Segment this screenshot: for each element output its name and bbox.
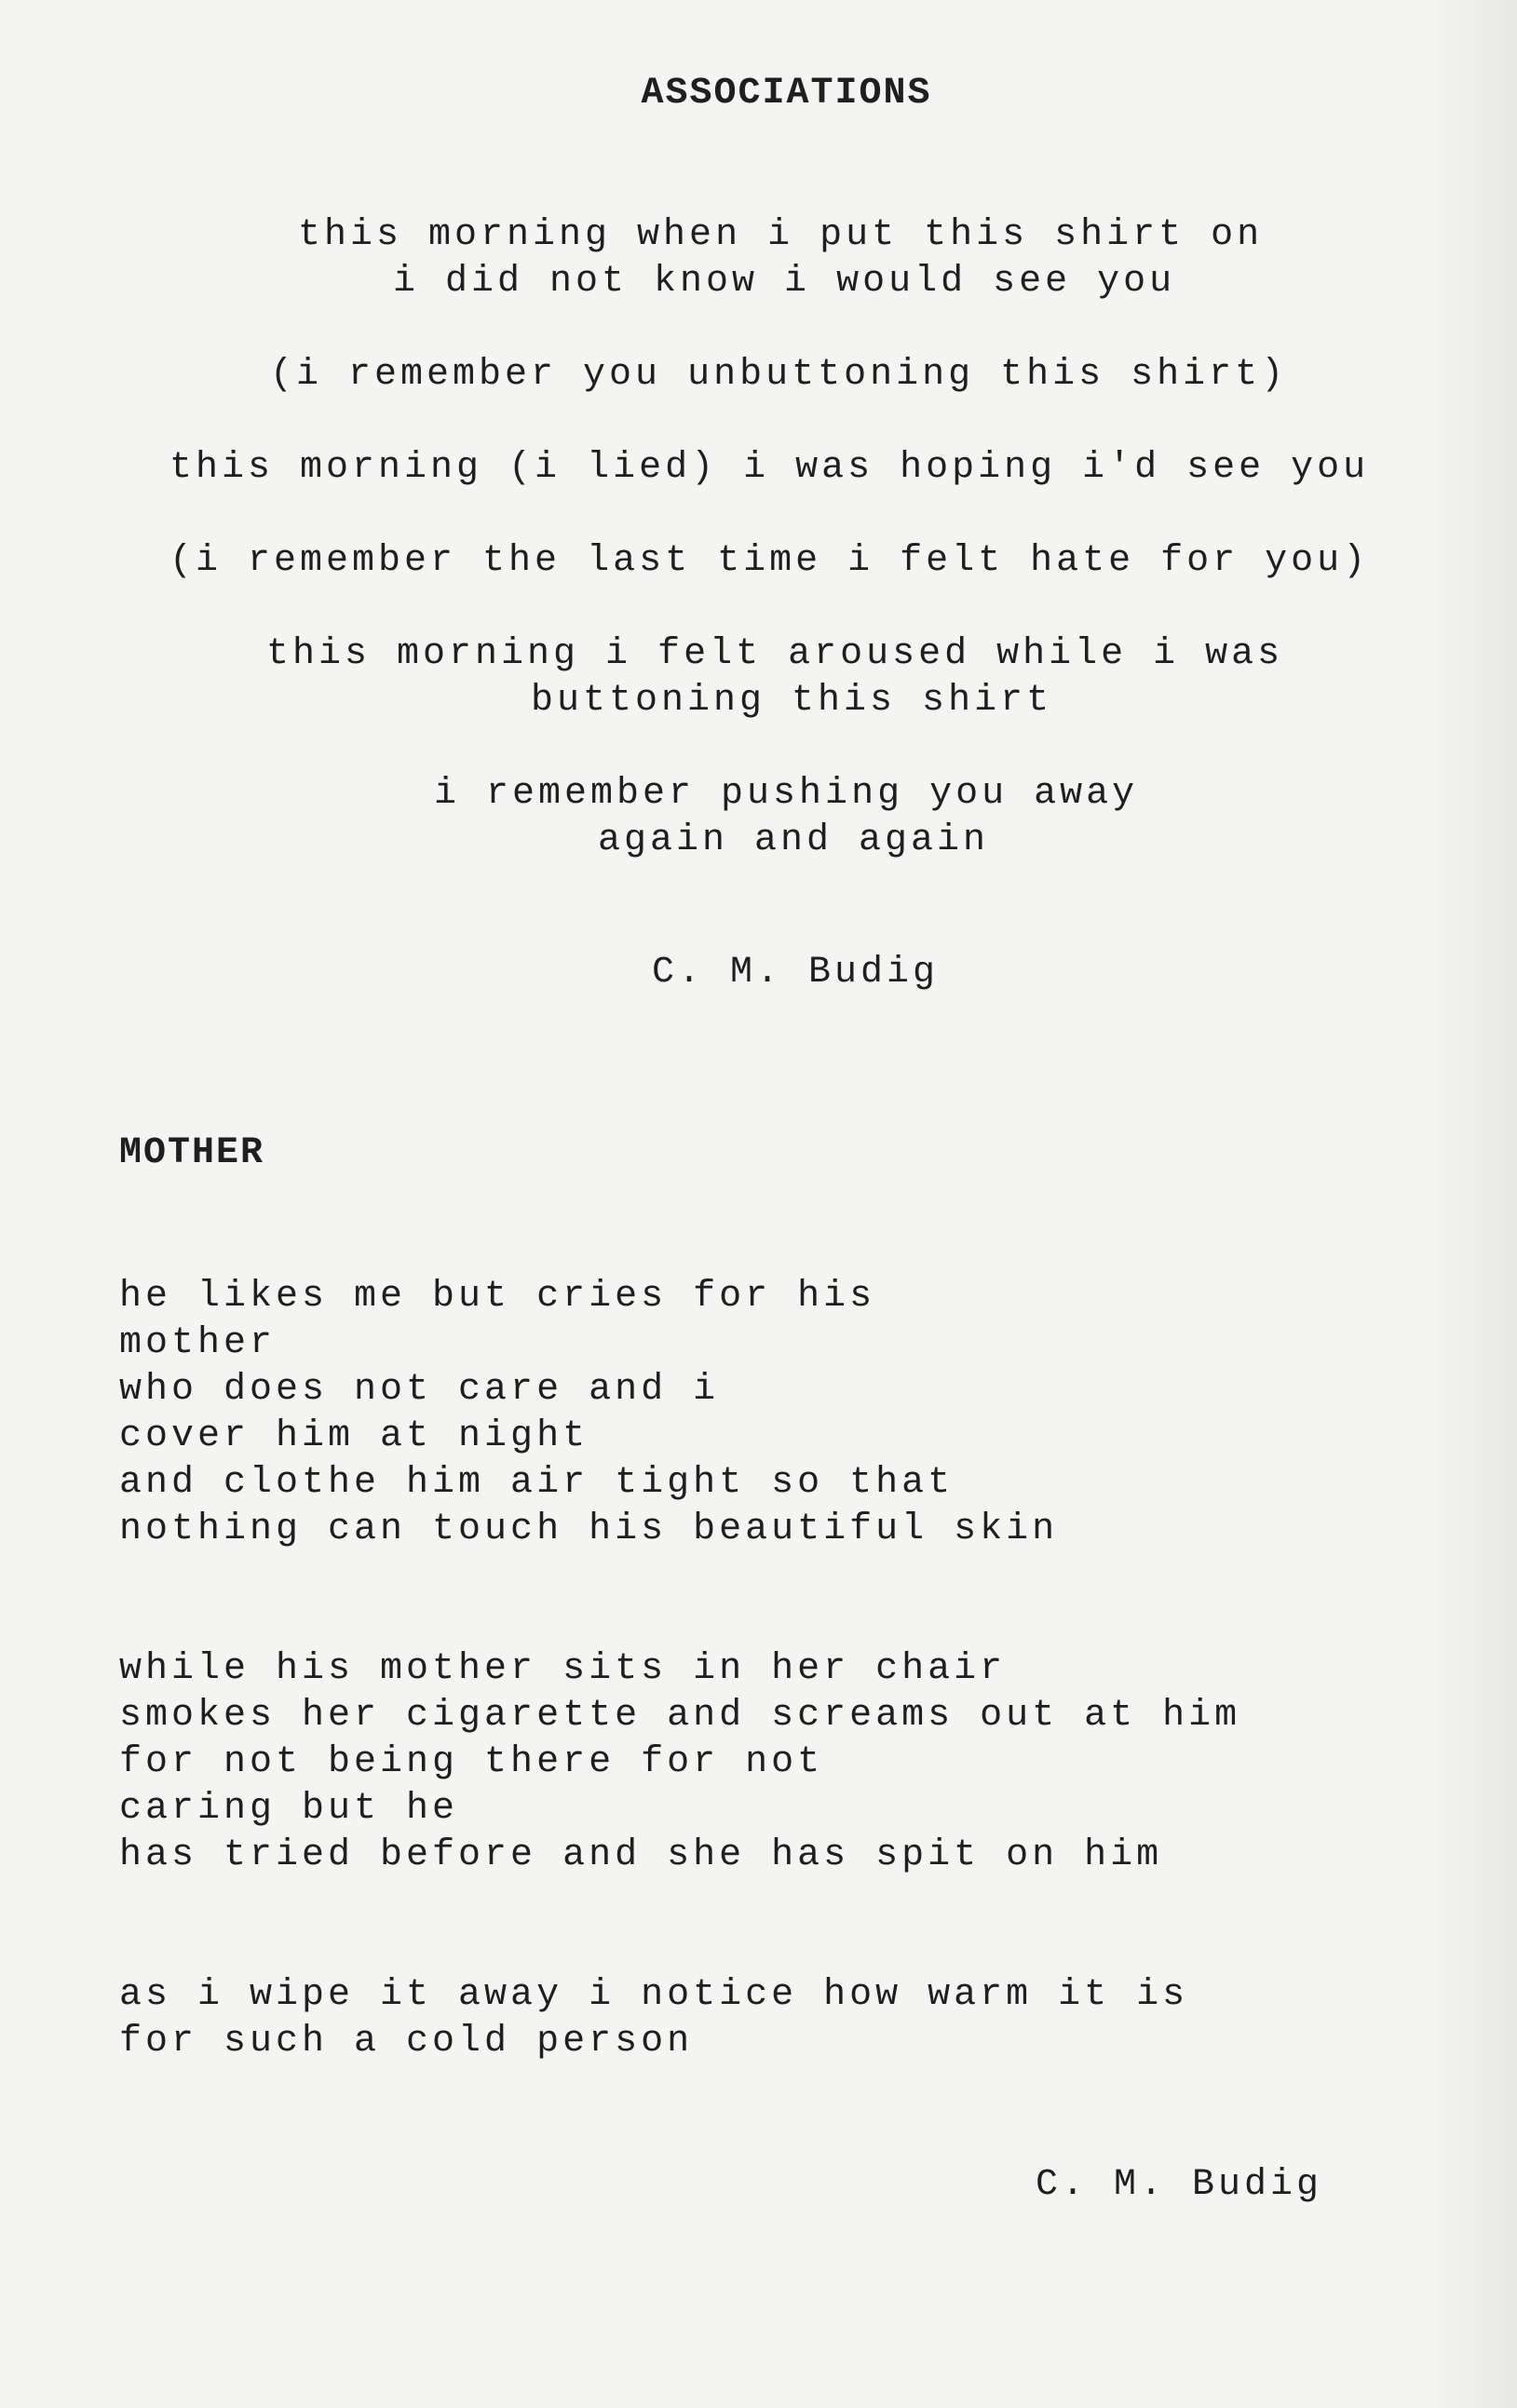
poem2-author: C. M. Budig [1036,2164,1323,2206]
poem2-stanza1-line-2: mother [119,1322,277,1364]
poem1-line-9: again and again [598,819,990,861]
poem1-line-5: (i remember the last time i felt hate for you) [169,540,1370,582]
poem-title-mother: MOTHER [119,1132,265,1174]
poem2-stanza2-line-3: for not being there for not [119,1741,824,1783]
poem2-stanza2-line-2: smokes her cigarette and screams out at him [119,1695,1241,1737]
poem2-stanza3-line-1: as i wipe it away i notice how warm it is [119,1974,1189,2016]
poem1-line-4: this morning (i lied) i was hoping i'd see you [169,447,1370,489]
poem2-stanza3-line-2: for such a cold person [119,2021,694,2063]
poem1-line-3: (i remember you unbuttoning this shirt) [270,354,1288,396]
poem1-line-1: this morning when i put this shirt on [298,214,1264,256]
poem1-author: C. M. Budig [652,952,940,994]
poem2-stanza2-line-4: caring but he [119,1788,459,1830]
poem2-stanza1-line-3: who does not care and i [119,1369,720,1411]
poem2-stanza1-line-5: and clothe him air tight so that [119,1462,955,1504]
poem1-line-7: buttoning this shirt [531,680,1053,722]
poem2-stanza1-line-1: he likes me but cries for his [119,1276,876,1318]
poem2-stanza2-line-1: while his mother sits in her chair [119,1648,1007,1690]
poem1-line-8: i remember pushing you away [434,773,1139,815]
show-through-texture [112,140,1415,1350]
poem-title-associations: ASSOCIATIONS [641,73,932,115]
poem2-stanza2-line-5: has tried before and she has spit on him [119,1834,1163,1876]
poem1-line-2: i did not know i would see you [393,261,1176,303]
poem2-stanza1-line-4: cover him at night [119,1415,589,1457]
poem1-line-6: this morning i felt aroused while i was [266,633,1284,675]
poem2-stanza1-line-6: nothing can touch his beautiful skin [119,1508,1059,1550]
